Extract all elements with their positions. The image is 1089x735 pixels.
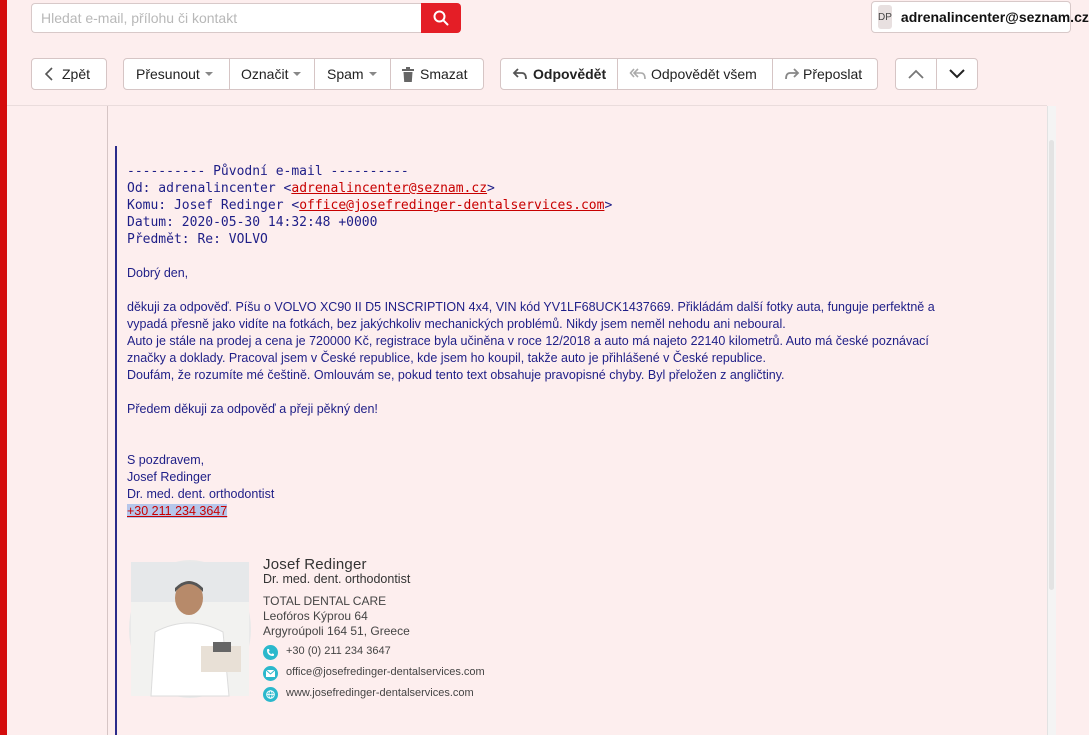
chevron-up-icon xyxy=(908,69,924,79)
spam-label: Spam xyxy=(327,66,364,82)
scrollbar-thumb[interactable] xyxy=(1049,140,1054,590)
chevron-left-icon xyxy=(44,67,54,81)
move-label: Přesunout xyxy=(136,66,200,82)
forward-icon xyxy=(785,68,799,80)
body-line: Doufám, že rozumíte mé češtině. Omlouvám se, pokud tento text obsahuje pravopisné chyby. Byl přeložen z angličtiny. xyxy=(127,368,785,382)
delete-button[interactable] xyxy=(391,59,483,89)
search-icon xyxy=(433,10,449,26)
email-icon xyxy=(263,666,278,681)
original-subject: Předmět: Re: VOLVO xyxy=(127,232,268,247)
phone-icon xyxy=(263,645,278,660)
globe-icon xyxy=(263,687,278,702)
to-email-link[interactable]: office@josefredinger-dentalservices.com xyxy=(299,198,605,213)
regards-line: S pozdravem, xyxy=(127,453,205,467)
search-button[interactable] xyxy=(421,3,461,33)
mark-dropdown[interactable] xyxy=(230,59,315,89)
reply-all-icon xyxy=(630,68,646,80)
spam-dropdown[interactable] xyxy=(315,59,391,89)
back-button[interactable] xyxy=(31,58,107,90)
caret-down-icon xyxy=(293,72,301,76)
mark-label: Označit xyxy=(241,66,289,82)
greeting: Dobrý den, xyxy=(127,266,189,280)
signature-city: Argyroúpoli 164 51, Greece xyxy=(263,624,410,638)
move-dropdown[interactable] xyxy=(124,59,230,89)
trash-icon xyxy=(402,67,414,82)
search-input[interactable] xyxy=(31,3,421,33)
phone-link[interactable]: +30 211 234 3647 xyxy=(127,504,228,518)
body-line: vypadá přesně jako vidíte na fotkách, bez jakýchkoliv mechanických problémů. Nikdy jsem neměl nehodu ani neboural. xyxy=(127,317,786,331)
next-email-button[interactable] xyxy=(937,59,977,89)
signature-name: Josef Redinger xyxy=(263,556,367,573)
account-menu[interactable] xyxy=(871,1,1089,33)
original-from: Od: adrenalincenter <adrenalincenter@seznam.cz> xyxy=(127,181,495,196)
left-accent-stripe xyxy=(0,0,7,735)
original-header: ---------- Původní e-mail ---------- xyxy=(127,164,409,179)
original-date: Datum: 2020-05-30 14:32:48 +0000 xyxy=(127,215,378,230)
body-line: děkuji za odpověď. Píšu o VOLVO XC90 II D5 INSCRIPTION 4x4, VIN kód YV1LF68UCK1437669. Přikládám další fotky auta, funguje perfektně a xyxy=(127,300,935,314)
forward-button[interactable] xyxy=(773,59,877,89)
sender-phone xyxy=(127,503,227,520)
action-group xyxy=(123,58,484,90)
previous-email-button[interactable] xyxy=(896,59,937,89)
sender-title: Dr. med. dent. orthodontist xyxy=(127,487,275,501)
reply-all-button[interactable] xyxy=(618,59,773,89)
forward-label: Přeposlat xyxy=(803,66,863,82)
signature-web: www.josefredinger-dentalservices.com xyxy=(286,687,474,699)
delete-label: Smazat xyxy=(420,66,468,82)
thanks-line: Předem děkuji za odpověď a přeji pěkný den! xyxy=(127,402,378,416)
reply-group xyxy=(500,58,878,90)
reply-icon xyxy=(513,68,527,80)
quote-bar xyxy=(115,146,117,735)
chevron-down-icon xyxy=(949,69,965,79)
signature-email: office@josefredinger-dentalservices.com xyxy=(286,666,485,678)
reply-label: Odpovědět xyxy=(533,66,607,82)
account-email: adrenalincenter@seznam.cz xyxy=(900,9,1089,25)
reply-button[interactable] xyxy=(501,59,618,89)
body-line: značky a doklady. Pracoval jsem v České republice, kde jsem ho koupil, takže auto je přihlášené v České republice. xyxy=(127,351,766,365)
signature-company: TOTAL DENTAL CARE xyxy=(263,594,387,608)
signature-street: Leofóros Kýprou 64 xyxy=(263,609,368,623)
caret-down-icon xyxy=(369,72,377,76)
search-bar xyxy=(31,3,461,33)
nav-group xyxy=(895,58,978,90)
signature-title: Dr. med. dent. orthodontist xyxy=(263,572,411,586)
from-email-link[interactable]: adrenalincenter@seznam.cz xyxy=(291,181,488,196)
back-label: Zpět xyxy=(62,66,91,82)
body-line: Auto je stále na prodej a cena je 720000 Kč, registrace byla učiněna v roce 12/2018 a auto má najeto 22140 kilometrů. Auto má české poznávací xyxy=(127,334,929,348)
reply-all-label: Odpovědět všem xyxy=(651,66,757,82)
avatar: DP xyxy=(878,5,892,29)
original-to: Komu: Josef Redinger <office@josefredinger-dentalservices.com> xyxy=(127,198,613,213)
sender-name: Josef Redinger xyxy=(127,470,212,484)
caret-down-icon xyxy=(205,72,213,76)
signature-photo xyxy=(129,560,251,698)
signature-phone: +30 (0) 211 234 3647 xyxy=(286,645,391,657)
